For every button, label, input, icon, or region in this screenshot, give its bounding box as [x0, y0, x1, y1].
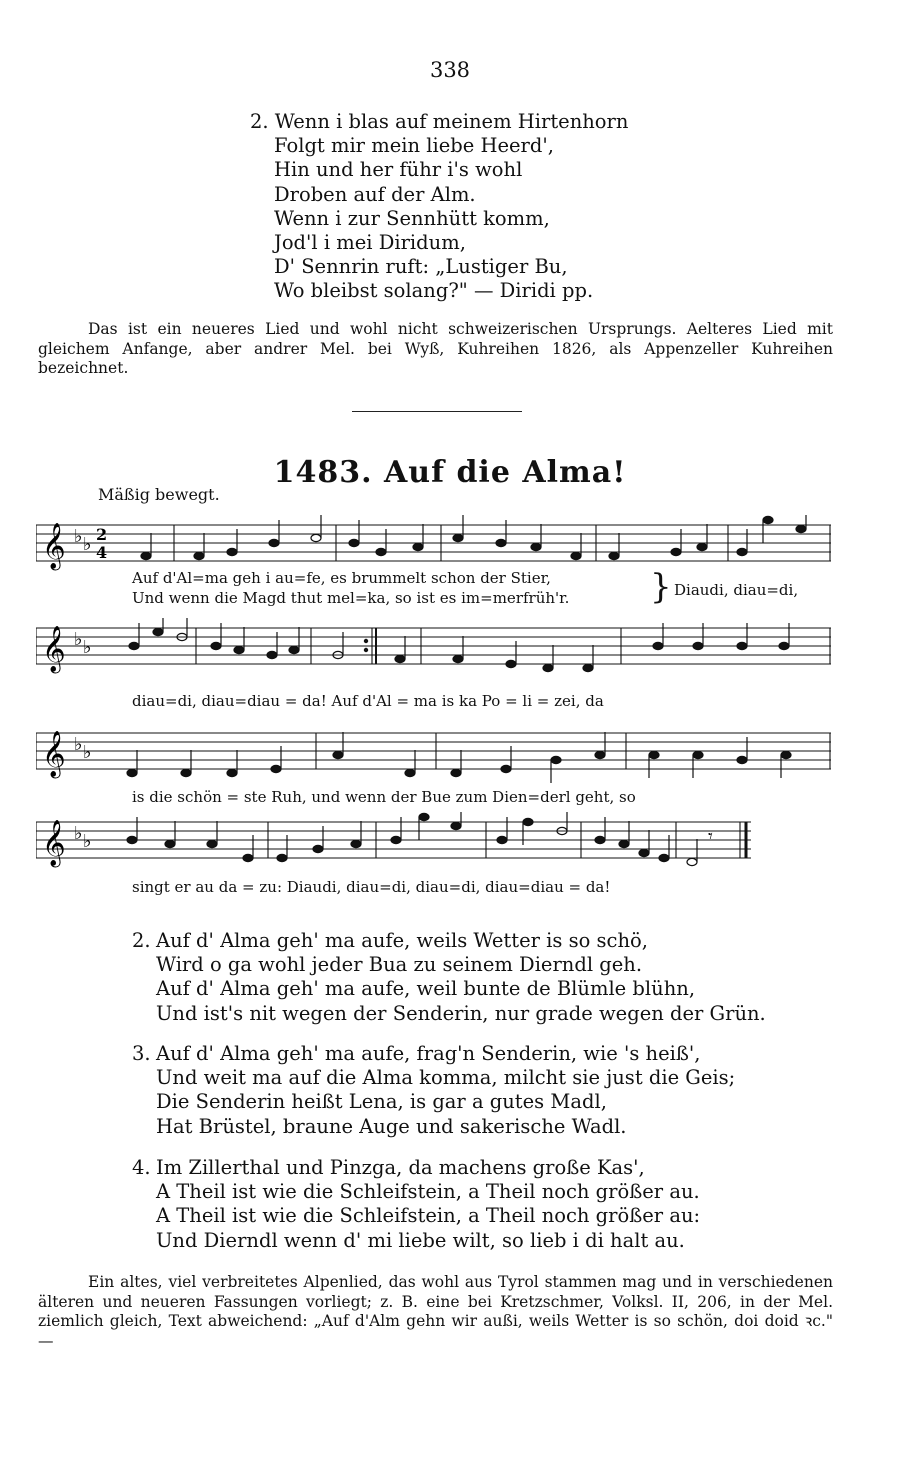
verse-line: A Theil ist wie die Schleifstein, a Theil noch größer au: — [156, 1204, 701, 1228]
flat-icon: ♭ — [83, 534, 92, 555]
editorial-note — [38, 320, 833, 379]
flat-icon: ♭ — [83, 742, 92, 763]
lyric-line: singt er au da = zu: Diaudi, diau=di, diau=di, diau=diau = da! — [132, 878, 611, 896]
verse-number: 4. — [132, 1156, 151, 1179]
verse-line: Wenn i zur Sennhütt komm, — [274, 206, 550, 230]
top-verse — [250, 110, 628, 304]
brace-icon: } — [650, 567, 672, 607]
treble-clef-icon: 𝄞 — [42, 523, 66, 569]
staff-lines — [36, 812, 831, 872]
music-staff-system-4 — [36, 812, 831, 896]
editorial-note-text: Das ist ein neueres Lied und wohl nicht schweizerischen Ursprungs. Aelteres Lied mit gleichem Anfange, aber andrer Mel. bei Wyß, Kuhreihen 1826, als Appenzeller Kuhreihen bezeichnet. — [38, 320, 833, 377]
flat-icon: ♭ — [74, 734, 83, 755]
treble-clef-icon: 𝄞 — [42, 820, 66, 866]
verse-line: Auf d' Alma geh' ma aufe, weils Wetter is so schö, — [156, 929, 648, 952]
staff-lines — [36, 515, 831, 575]
verse-line: Hin und her führ i's wohl — [274, 158, 523, 182]
time-sig-bottom: 4 — [96, 543, 108, 562]
verse-line: Folgt mir mein liebe Heerd', — [274, 134, 554, 158]
staff-lines — [36, 723, 831, 783]
tempo-marking: Mäßig bewegt. — [98, 485, 220, 504]
lyric-line: diau=di, diau=diau = da! Auf d'Al = ma is ka Po = li = zei, da — [132, 692, 604, 710]
music-staff-system-2 — [36, 618, 831, 710]
verse-line: D' Sennrin ruft: „Lustiger Bu, — [274, 255, 568, 279]
footnote — [38, 1273, 833, 1351]
lyric-refrain: Diaudi, diau=di, — [674, 581, 799, 599]
verse-line: Wo bleibst solang?" — Diridi pp. — [274, 279, 594, 303]
verse-line: A Theil ist wie die Schleifstein, a Theil noch größer au. — [156, 1180, 700, 1204]
staff-lines — [36, 618, 831, 678]
verse-line: Die Senderin heißt Lena, is gar a gutes Madl, — [156, 1090, 607, 1114]
music-staff-system-3 — [36, 723, 831, 806]
verse-line: Und Dierndl wenn d' mi liebe wilt, so lieb i di halt au. — [156, 1228, 685, 1252]
verse-number: 2. — [132, 929, 151, 952]
lyric-line: Und wenn die Magd thut mel=ka, so ist es im=merfrüh'r. — [132, 589, 570, 607]
flat-icon: ♭ — [74, 526, 83, 547]
verse-line: Und ist's nit wegen der Senderin, nur grade wegen der Grün. — [156, 1001, 766, 1025]
flat-icon: ♭ — [74, 629, 83, 650]
verse-line: Wird o ga wohl jeder Bua zu seinem Dierndl geh. — [156, 953, 643, 977]
flat-icon: ♭ — [74, 823, 83, 844]
section-divider — [352, 411, 522, 412]
flat-icon: ♭ — [83, 831, 92, 852]
treble-clef-icon: 𝄞 — [42, 626, 66, 672]
verse-line: Im Zillerthal und Pinzga, da machens große Kas', — [156, 1156, 645, 1179]
verse-line: Jod'l i mei Diridum, — [274, 231, 466, 255]
footnote-text: Ein altes, viel verbreitetes Alpenlied, das wohl aus Tyrol stammen mag und in verschiedenen älteren und neueren Fassungen vorliegt; z. B. eine bei Kretzschmer, Volksl. II, 206, in der Mel. ziemlich gleich, Text abweichend: „Auf d'Alm gehn wir außi, weils Wetter is so schön, doi doid ꝛc." — — [38, 1273, 833, 1350]
verse-3 — [132, 1042, 735, 1139]
verse-line: Auf d' Alma geh' ma aufe, weil bunte de Blümle blühn, — [156, 977, 696, 1001]
verse-line: Auf d' Alma geh' ma aufe, frag'n Senderin, wie 's heiß', — [156, 1042, 701, 1065]
verse-number: 3. — [132, 1042, 151, 1065]
treble-clef-icon: 𝄞 — [42, 731, 66, 777]
music-staff-system-1 — [36, 515, 831, 607]
verse-2 — [132, 929, 766, 1026]
flat-icon: ♭ — [83, 637, 92, 658]
time-sig-top: 2 — [96, 525, 108, 544]
song-title: 1483. Auf die Alma! — [273, 455, 627, 490]
verse-line: Droben auf der Alm. — [274, 182, 476, 206]
verse-line: Hat Brüstel, braune Auge und sakerische Wadl. — [156, 1114, 627, 1138]
lyric-line: is die schön = ste Ruh, und wenn der Bue zum Dien=derl geht, so — [132, 788, 636, 806]
verse-4 — [132, 1156, 700, 1253]
page-number: 338 — [429, 58, 471, 82]
rest-icon: 𝄾 — [708, 826, 713, 847]
verse-line: 2. Wenn i blas auf meinem Hirtenhorn — [250, 110, 629, 133]
lyric-line: Auf d'Al=ma geh i au=fe, es brummelt schon der Stier, — [132, 569, 551, 587]
verse-line: Und weit ma auf die Alma komma, milcht sie just die Geis; — [156, 1066, 736, 1090]
